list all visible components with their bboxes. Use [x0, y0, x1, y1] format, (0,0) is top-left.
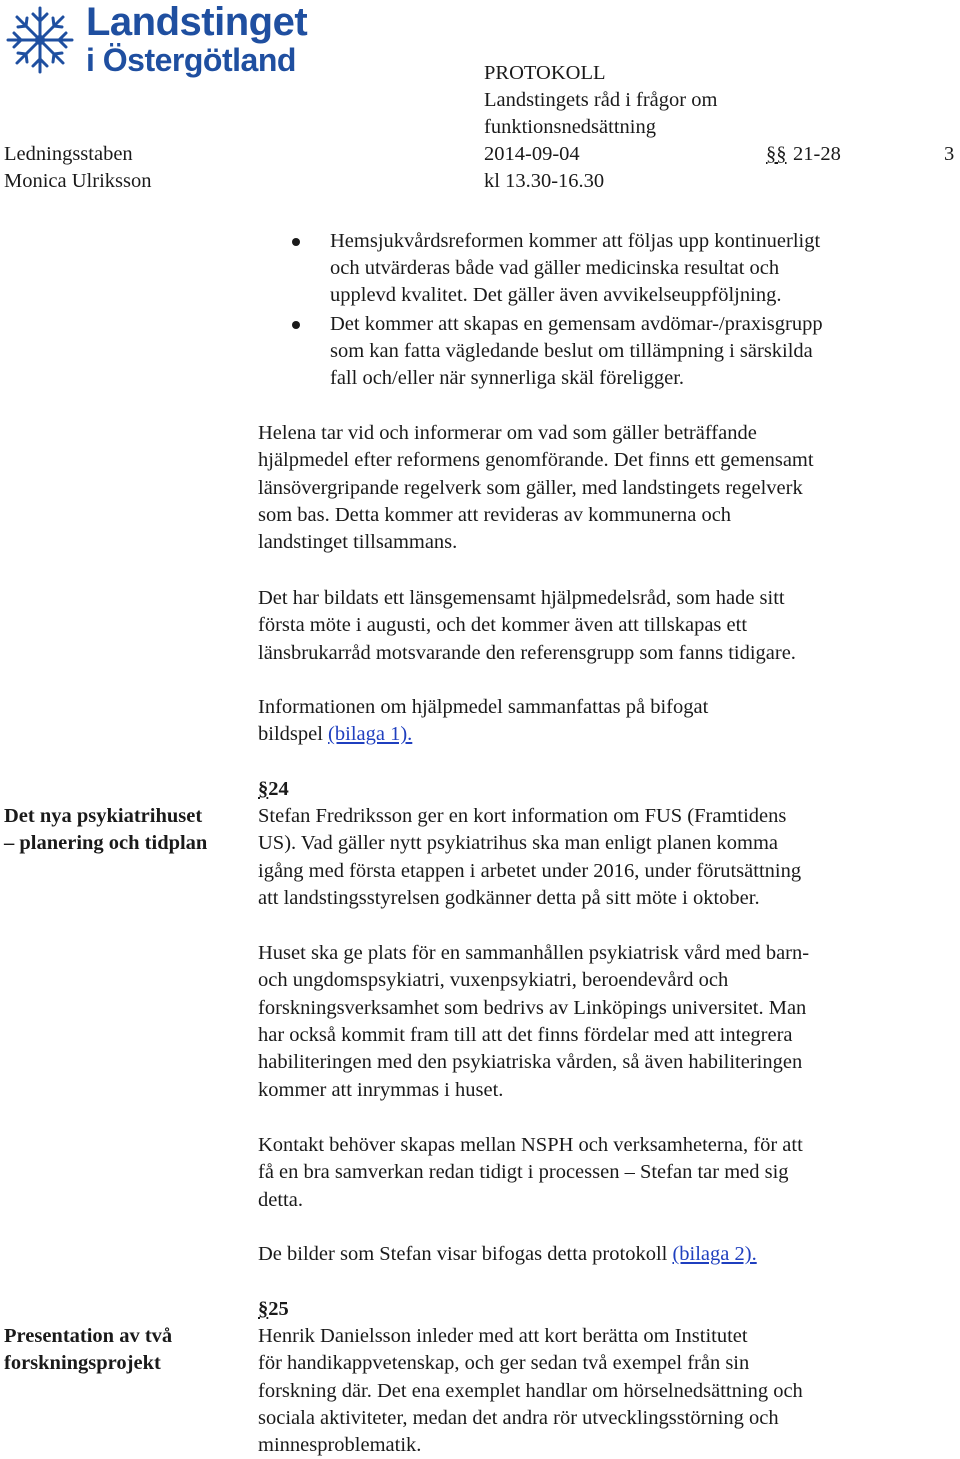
committee-name-line1: Landstingets råd i frågor om: [484, 89, 718, 111]
logo-name-line1: Landstinget: [86, 0, 308, 44]
s24-para-2-line-2: och ungdomspsykiatri, vuxenpsykiatri, beroendevård och: [258, 969, 729, 991]
para-2-line-2: första möte i augusti, och det kommer även att tillskapas ett: [258, 614, 748, 636]
bullet-2-line-1: Det kommer att skapas en gemensam avdömar-/praxisgrupp: [330, 313, 823, 335]
attachment-2-text: De bilder som Stefan visar bifogas detta protokoll: [258, 1243, 673, 1265]
logo: [4, 2, 324, 82]
paragraph-mark: §§: [766, 143, 787, 165]
s25-line-5: minnesproblematik.: [258, 1434, 422, 1456]
bullet-1-line-1: Hemsjukvårdsreformen kommer att följas upp kontinuerligt: [330, 230, 821, 252]
logo-name-line2: i Östergötland: [86, 42, 296, 78]
department-name: Ledningsstaben: [4, 143, 133, 165]
para-1-line-5: landstinget tillsammans.: [258, 531, 458, 553]
s24-para-3-line-3: detta.: [258, 1189, 303, 1211]
snowflake-emblem-icon: [4, 4, 76, 76]
s24-para-2-line-1: Huset ska ge plats för en sammanhållen psykiatrisk vård med barn-: [258, 942, 810, 964]
bullet-1-line-3: upplevd kvalitet. Det gäller även avvikelseuppföljning.: [330, 284, 782, 306]
section-25-heading-line-1: Presentation av två: [4, 1325, 173, 1347]
para-1-line-4: som bas. Detta kommer att revideras av kommunerna och: [258, 504, 732, 526]
section-25-heading-line-2: forskningsprojekt: [4, 1352, 161, 1374]
s24-para-2-line-4: har också kommit fram till att det finns fördelar med att integrera: [258, 1024, 793, 1046]
paragraph-range: 21-28: [793, 143, 841, 165]
s24-attachment-line: [258, 1241, 757, 1268]
meeting-date: 2014-09-04: [484, 143, 580, 165]
para-1-line-2: hjälpmedel efter reformens genomförande. Det finns ett gemensamt: [258, 449, 814, 471]
section-mark: §: [258, 1298, 269, 1320]
attachment-1-link[interactable]: (bilaga 1).: [328, 723, 413, 745]
section-25-number-value: 25: [268, 1298, 289, 1320]
s24-para-3-line-1: Kontakt behöver skapas mellan NSPH och verksamheterna, för att: [258, 1134, 803, 1156]
section-mark: §: [258, 778, 269, 800]
bullet-2-line-2: som kan fatta vägledande beslut om tillämpning i särskilda: [330, 340, 813, 362]
info-para-line-2: [258, 721, 412, 748]
section-24-heading-line-1: Det nya psykiatrihuset: [4, 805, 203, 827]
meeting-time: kl 13.30-16.30: [484, 170, 605, 192]
info-para-line-1: Informationen om hjälpmedel sammanfattas på bifogat: [258, 696, 709, 718]
s25-line-4: sociala aktiviteter, medan det andra rör utvecklingsstörning och: [258, 1407, 779, 1429]
para-1-line-3: länsövergripande regelverk som gäller, med landstingets regelverk: [258, 477, 803, 499]
s25-line-1: Henrik Danielsson inleder med att kort berätta om Institutet: [258, 1325, 748, 1347]
attachment-2-link[interactable]: (bilaga 2).: [672, 1243, 757, 1265]
bullet-2-line-3: fall och/eller när synnerliga skäl föreligger.: [330, 367, 685, 389]
s24-para-3-line-2: få en bra samverkan redan tidigt i processen – Stefan tar med sig: [258, 1161, 789, 1183]
para-1-line-1: Helena tar vid och informerar om vad som gäller beträffande: [258, 422, 757, 444]
bullet-dot-icon: [292, 321, 300, 329]
s25-line-3: forskning där. Det ena exemplet handlar om hörselnedsättning och: [258, 1380, 803, 1402]
page-number: 3: [944, 143, 955, 165]
document-title: PROTOKOLL: [484, 62, 606, 84]
para-2-line-1: Det har bildats ett länsgemensamt hjälpmedelsråd, som hade sitt: [258, 587, 785, 609]
s25-line-2: för handikappvetenskap, och ger sedan två exempel från sin: [258, 1352, 750, 1374]
committee-name-line2: funktionsnedsättning: [484, 116, 656, 138]
info-para-text: bildspel: [258, 723, 329, 745]
s24-para-1-line-4: att landstingsstyrelsen godkänner detta på sitt möte i oktober.: [258, 887, 760, 909]
section-24-number: [258, 776, 289, 803]
s24-para-2-line-3: forskningsverksamhet som bedrivs av Linköpings universitet. Man: [258, 997, 807, 1019]
s24-para-2-line-6: kommer att inrymmas i huset.: [258, 1079, 504, 1101]
bullet-1-line-2: och utvärderas både vad gäller medicinska resultat och: [330, 257, 780, 279]
section-24-number-value: 24: [268, 778, 289, 800]
s24-para-2-line-5: habiliteringen med den psykiatriska vården, så även habiliteringen: [258, 1051, 803, 1073]
section-25-number: [258, 1296, 289, 1323]
bullet-dot-icon: [292, 238, 300, 246]
author-name: Monica Ulriksson: [4, 170, 152, 192]
s24-para-1-line-1: Stefan Fredriksson ger en kort information om FUS (Framtidens: [258, 805, 787, 827]
s24-para-1-line-2: US). Vad gäller nytt psykiatrihus ska man enligt planen komma: [258, 832, 779, 854]
para-2-line-3: länsbrukarråd motsvarande den referensgrupp som fanns tidigare.: [258, 642, 796, 664]
section-24-heading-line-2: – planering och tidplan: [4, 832, 208, 854]
s24-para-1-line-3: igång med första etappen i arbetet under 2016, under förutsättning: [258, 860, 802, 882]
